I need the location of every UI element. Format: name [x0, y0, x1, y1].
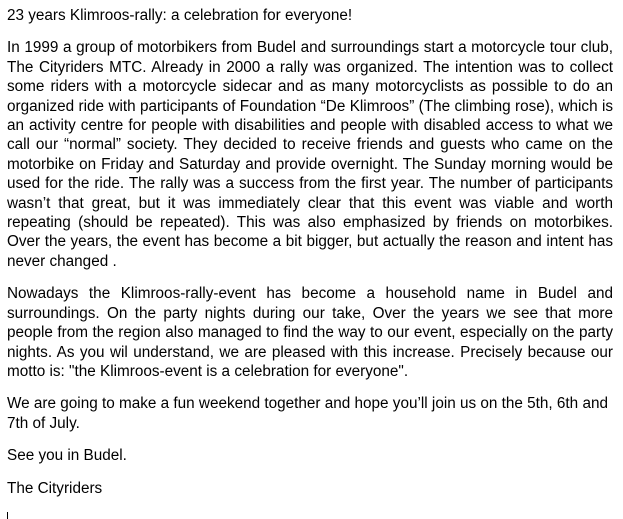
signature: The Cityriders: [7, 479, 103, 497]
text-cursor: [7, 512, 8, 519]
paragraph-nowadays: Nowadays the Klimroos-rally-event has become a household name in Budel and surroundings. On the party nights during our take, Over the years we see that more people from the region also managed to find the way to our event, especially on the party nights. As you wil understand, we are pleased with this increase. Precisely because our motto is: "the Klimroos-event is a celebration for everyone".: [7, 285, 613, 380]
paragraph-history: In 1999 a group of motorbikers from Budel and surroundings start a motorcycle tour club, The Cityriders MTC. Already in 2000 a rally was organized. The intention was to collect some riders with a motorcycle sidecar and as many motorcyclists as possible to do an organized ride with participants of Foundation “De Klimroos” (The climbing rose), which is an activity centre for people with disabilities and people with disabled access to what we call our “normal” society. They decided to receive friends and guests who came on the motorbike on Friday and Saturday and provide overnight. The Sunday morning would be used for the ride. The rally was a success from the first year. The number of participants wasn’t that great, but it was immediately clear that this event was viable and worth repeating (should be repeated). This was also emphasized by friends on motorbikes. Over the years, the event has become a bit bigger, but actually the reason and intent has never changed .: [7, 39, 613, 270]
document-title: 23 years Klimroos-rally: a celebration for everyone!: [7, 7, 353, 24]
document-body: [7, 6, 613, 511]
paragraph-invitation: We are going to make a fun weekend together and hope you’ll join us on the 5th, 6th and 7th of July.: [7, 395, 608, 432]
paragraph-see-you: See you in Budel.: [7, 447, 127, 465]
